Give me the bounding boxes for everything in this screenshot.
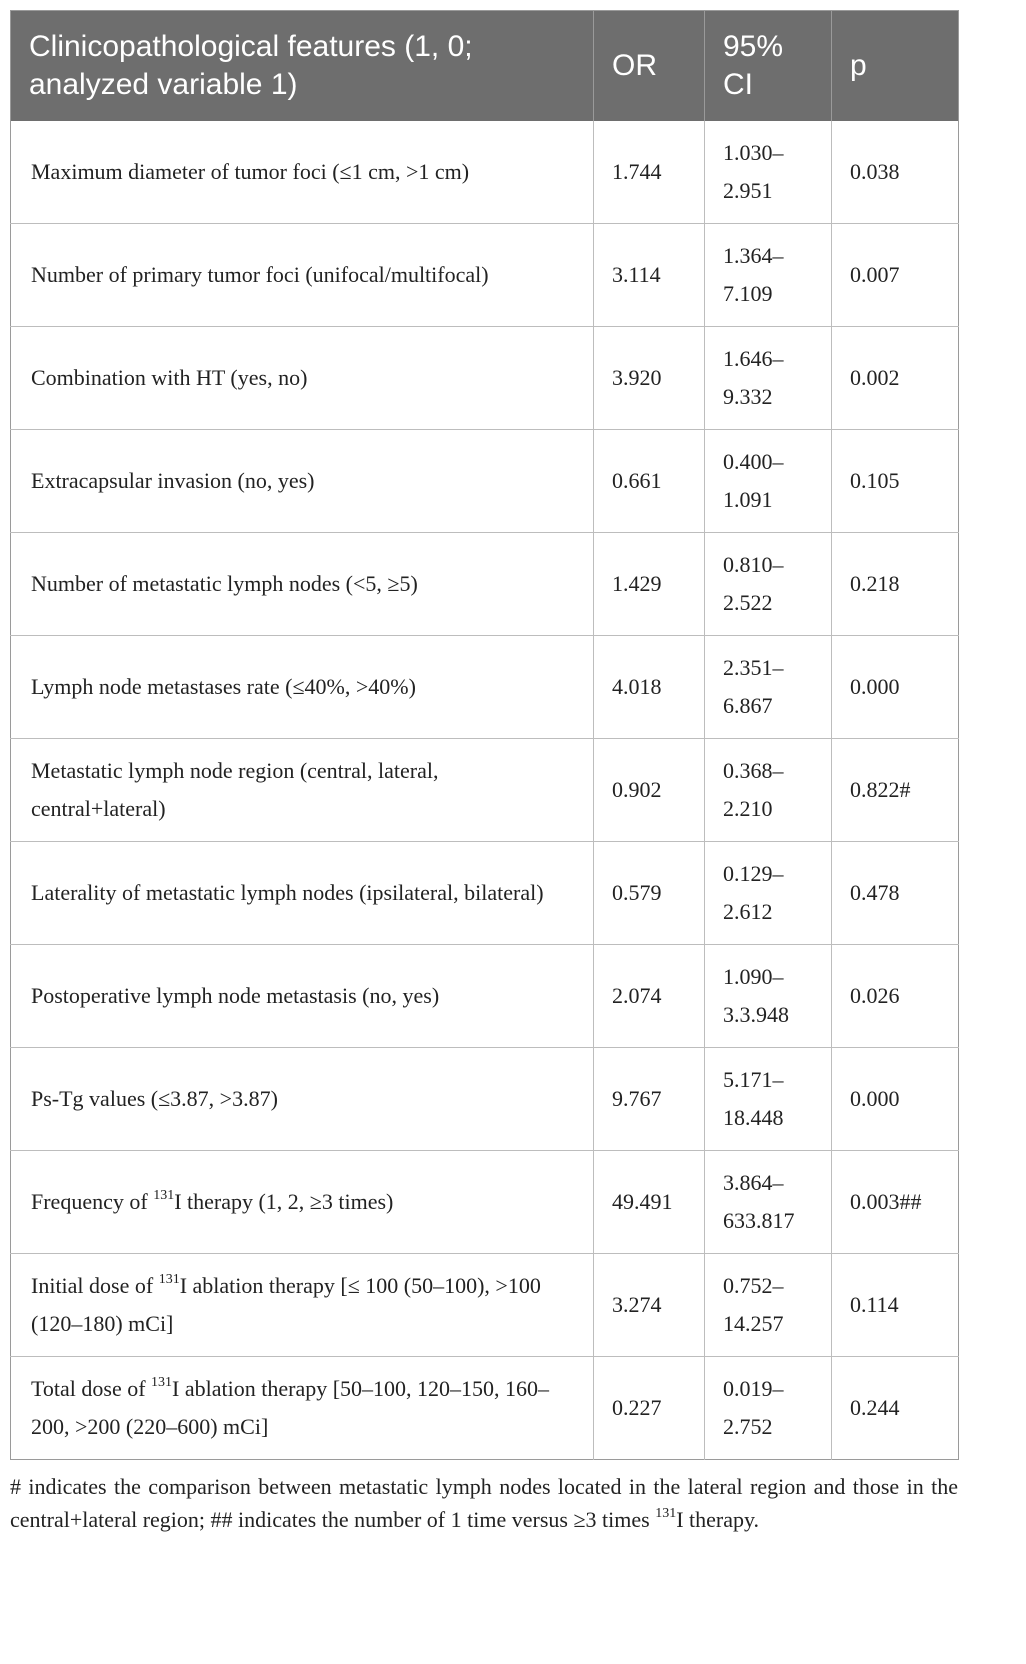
cell-p: 0.007 <box>832 224 959 327</box>
cell-feature <box>11 1151 594 1254</box>
cell-feature <box>11 1254 594 1357</box>
footnote-text: # indicates the comparison between metastatic lymph nodes located in the lateral region and those in the central+lateral region; ## indicates the number of 1 time versus ≥3 times <box>10 1474 958 1532</box>
cell-feature <box>11 739 594 842</box>
cell-p: 0.105 <box>832 430 959 533</box>
cell-or: 0.902 <box>594 739 705 842</box>
table-row <box>11 945 959 1048</box>
cell-feature <box>11 121 594 224</box>
cell-or: 0.579 <box>594 842 705 945</box>
feature-text: Combination with HT (yes, no) <box>31 365 308 390</box>
cell-ci: 5.171–18.448 <box>705 1048 832 1151</box>
cell-p: 0.000 <box>832 1048 959 1151</box>
cell-ci: 1.090–3.3.948 <box>705 945 832 1048</box>
table-row <box>11 430 959 533</box>
table-row <box>11 533 959 636</box>
feature-text: Postoperative lymph node metastasis (no, yes) <box>31 983 440 1008</box>
feature-text: Frequency of <box>31 1189 154 1214</box>
cell-or: 49.491 <box>594 1151 705 1254</box>
cell-or: 3.274 <box>594 1254 705 1357</box>
table-container <box>10 10 958 1558</box>
cell-ci: 0.752–14.257 <box>705 1254 832 1357</box>
table-row <box>11 327 959 430</box>
table-row <box>11 224 959 327</box>
cell-or: 1.744 <box>594 121 705 224</box>
table-row <box>11 1048 959 1151</box>
cell-p: 0.002 <box>832 327 959 430</box>
cell-ci: 1.646–9.332 <box>705 327 832 430</box>
cell-ci: 0.019–2.752 <box>705 1357 832 1460</box>
feature-text: Extracapsular invasion (no, yes) <box>31 468 315 493</box>
cell-ci: 1.364–7.109 <box>705 224 832 327</box>
table-body <box>11 121 959 1460</box>
cell-p: 0.003## <box>832 1151 959 1254</box>
cell-p: 0.114 <box>832 1254 959 1357</box>
cell-or: 2.074 <box>594 945 705 1048</box>
table-row <box>11 121 959 224</box>
cell-feature <box>11 1357 594 1460</box>
cell-p: 0.038 <box>832 121 959 224</box>
table-row <box>11 1151 959 1254</box>
cell-feature <box>11 533 594 636</box>
cell-ci: 0.368–2.210 <box>705 739 832 842</box>
feature-text: Laterality of metastatic lymph nodes (ipsilateral, bilateral) <box>31 880 544 905</box>
feature-text: Number of primary tumor foci (unifocal/multifocal) <box>31 262 489 287</box>
table-row <box>11 636 959 739</box>
cell-feature <box>11 945 594 1048</box>
header-p: p <box>832 11 959 122</box>
table-row <box>11 739 959 842</box>
feature-superscript: 131 <box>151 1374 173 1390</box>
cell-feature <box>11 224 594 327</box>
feature-superscript: 131 <box>158 1271 180 1287</box>
cell-ci: 0.810–2.522 <box>705 533 832 636</box>
cell-p: 0.822# <box>832 739 959 842</box>
feature-text: Maximum diameter of tumor foci (≤1 cm, >1 cm) <box>31 159 470 184</box>
table-row <box>11 1357 959 1460</box>
cell-p: 0.026 <box>832 945 959 1048</box>
cell-or: 3.114 <box>594 224 705 327</box>
feature-text-end: I ablation therapy [50–100, 120–150, 160–200, >200 (220–600) mCi] <box>31 1376 550 1439</box>
header-features: Clinicopathological features (1, 0; analyzed variable 1) <box>11 11 594 122</box>
cell-or: 3.920 <box>594 327 705 430</box>
feature-text-end: I therapy (1, 2, ≥3 times) <box>174 1189 394 1214</box>
cell-or: 0.227 <box>594 1357 705 1460</box>
cell-ci: 0.400–1.091 <box>705 430 832 533</box>
cell-or: 4.018 <box>594 636 705 739</box>
table-row <box>11 842 959 945</box>
feature-text: Total dose of <box>31 1376 152 1401</box>
footnote-sup: 131 <box>655 1505 677 1521</box>
cell-p: 0.478 <box>832 842 959 945</box>
feature-text: Number of metastatic lymph nodes (<5, ≥5) <box>31 571 418 596</box>
cell-feature <box>11 430 594 533</box>
feature-text: Metastatic lymph node region (central, lateral, central+lateral) <box>31 758 439 821</box>
cell-or: 0.661 <box>594 430 705 533</box>
cell-p: 0.244 <box>850 1395 900 1420</box>
footnote-text-end: I therapy. <box>676 1507 760 1532</box>
cell-p: 0.000 <box>832 636 959 739</box>
cell-feature <box>11 636 594 739</box>
cell-ci: 1.030–2.951 <box>705 121 832 224</box>
cell-ci: 0.129–2.612 <box>705 842 832 945</box>
header-row <box>11 11 959 122</box>
feature-text: Initial dose of <box>31 1273 159 1298</box>
header-or: OR <box>594 11 705 122</box>
cell-feature <box>11 327 594 430</box>
table-row <box>11 1254 959 1357</box>
cell-p: 0.218 <box>832 533 959 636</box>
cell-or: 1.429 <box>594 533 705 636</box>
header-ci: 95% CI <box>705 11 832 122</box>
cell-ci: 3.864–633.817 <box>705 1151 832 1254</box>
feature-text-end: I ablation therapy [≤ 100 (50–100), >100 (120–180) mCi] <box>31 1273 541 1336</box>
cell-ci: 2.351–6.867 <box>705 636 832 739</box>
cell-feature <box>11 842 594 945</box>
feature-text: Lymph node metastases rate (≤40%, >40%) <box>31 674 416 699</box>
feature-superscript: 131 <box>153 1187 175 1203</box>
cell-or: 9.767 <box>594 1048 705 1151</box>
results-table <box>10 10 959 1460</box>
feature-text: Ps-Tg values (≤3.87, >3.87) <box>31 1086 278 1111</box>
table-footnote <box>10 1470 958 1536</box>
cell-feature <box>11 1048 594 1151</box>
